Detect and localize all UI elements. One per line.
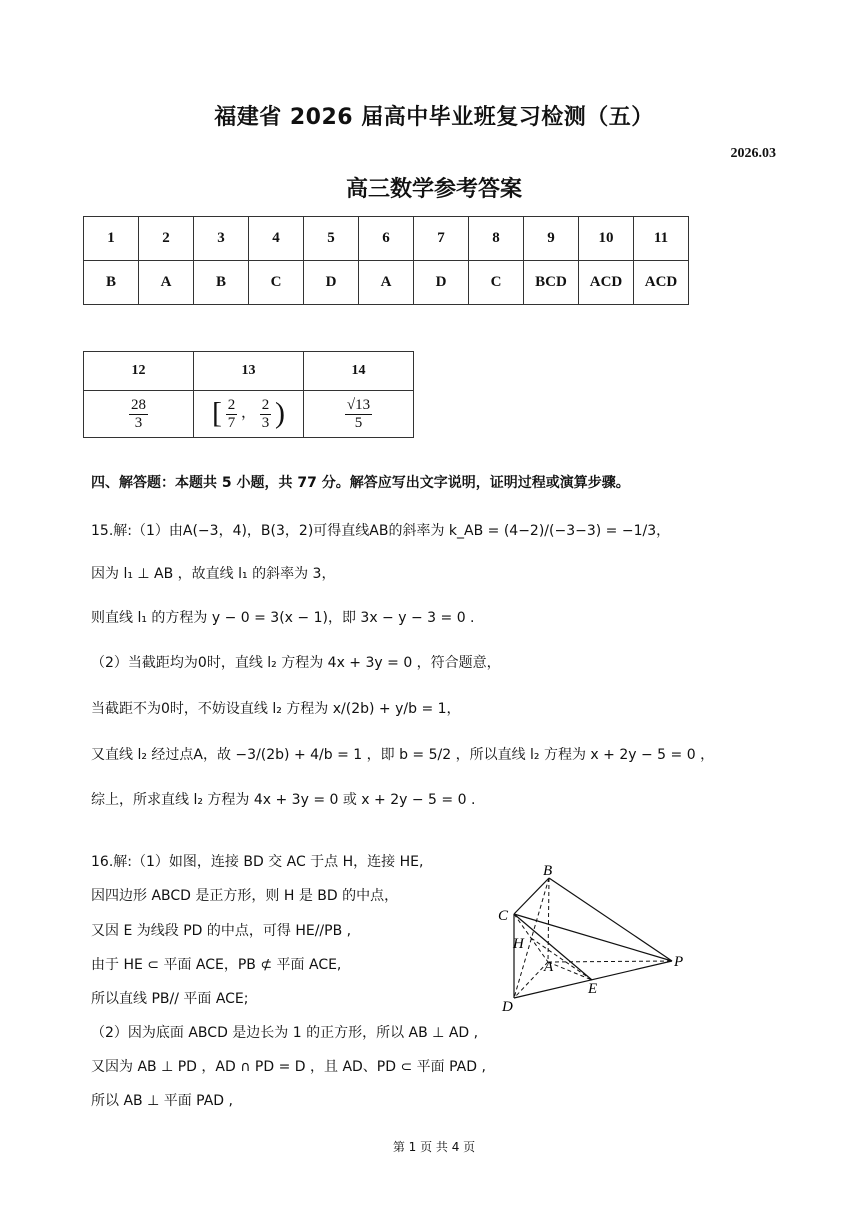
fraction-numerator: √13 — [346, 397, 371, 413]
fraction-numerator: 2 — [261, 397, 270, 413]
section-heading: 四、解答题：本题共 5 小题，共 77 分。解答应写出文字说明，证明过程或演算步骤。 — [91, 475, 630, 491]
question-number: 8 — [469, 217, 524, 261]
solution-line: （2）因为底面 ABCD 是边长为 1 的正方形，所以 AB ⊥ AD , — [91, 1025, 479, 1041]
question-number: 1 — [84, 217, 139, 261]
solution-line: 又直线 l₂ 经过点A，故 −3/(2b) + 4/b = 1 ，即 b = 5/2 ，所以直线 l₂ 方程为 x + 2y − 5 = 0 ， — [91, 747, 715, 763]
solution-line: 16.解:（1）如图，连接 BD 交 AC 于点 H，连接 HE, — [91, 854, 424, 870]
answer-cell: B — [84, 261, 139, 305]
solution-line: 当截距不为0时，不妨设直线 l₂ 方程为 x/(2b) + y/b = 1， — [91, 701, 461, 717]
geometry-figure — [490, 858, 700, 1018]
page-footer: 第 1 页 共 4 页 — [392, 1140, 476, 1154]
answer-cell: D — [414, 261, 469, 305]
question-number: 12 — [84, 352, 194, 391]
solution-line: 又因为 AB ⊥ PD ，AD ∩ PD = D ，且 AD、PD ⊂ 平面 PAD , — [91, 1059, 486, 1075]
answer-cell: D — [304, 261, 359, 305]
label-p: P — [674, 954, 684, 970]
question-number: 10 — [579, 217, 634, 261]
edge-ae — [548, 962, 592, 980]
interval — [211, 397, 285, 431]
fraction-numerator: 28 — [131, 397, 146, 413]
label-h: H — [513, 936, 524, 952]
answer-cell: ACD — [634, 261, 689, 305]
fraction — [260, 397, 272, 431]
question-number: 5 — [304, 217, 359, 261]
fraction-denominator: 5 — [354, 414, 363, 431]
answer-cell: BCD — [524, 261, 579, 305]
answer-cell-13 — [194, 391, 304, 438]
page-subtitle: 高三数学参考答案 — [345, 177, 522, 202]
fraction-denominator: 3 — [134, 414, 143, 431]
fraction-numerator: 2 — [227, 397, 236, 413]
exam-date: 2026.03 — [730, 146, 776, 161]
answer-table-2-answer-row — [84, 391, 414, 438]
solution-line: 15.解:（1）由A(−3，4)，B(3，2)可得直线AB的斜率为 k_AB = (4−2)/(−3−3) = −1/3， — [91, 523, 671, 539]
label-a: A — [544, 959, 554, 975]
solution-line: 因四边形 ABCD 是正方形，则 H 是 BD 的中点， — [91, 888, 399, 904]
answer-table-2-header-row — [84, 352, 414, 391]
edge-ba — [548, 878, 549, 962]
answer-cell: ACD — [579, 261, 634, 305]
solution-line: 所以直线 PB// 平面 ACE; — [91, 991, 249, 1007]
left-bracket: [ — [211, 397, 222, 430]
label-e: E — [588, 981, 598, 997]
question-number: 7 — [414, 217, 469, 261]
fraction — [129, 397, 148, 431]
edge-cp — [514, 914, 672, 961]
answer-cell: B — [194, 261, 249, 305]
edge-bp — [549, 878, 672, 961]
answer-table-1-answer-row — [84, 261, 689, 305]
fraction-denominator: 3 — [261, 414, 270, 431]
answer-table-1-header-row — [84, 217, 689, 261]
edge-he — [531, 938, 592, 980]
solution-line: 因为 l₁ ⊥ AB ，故直线 l₁ 的斜率为 3， — [91, 566, 336, 582]
right-bracket: ) — [275, 397, 285, 430]
fraction — [345, 397, 372, 431]
solution-line: 则直线 l₁ 的方程为 y − 0 = 3(x − 1)，即 3x − y − 3 = 0 . — [91, 610, 475, 626]
question-number: 2 — [139, 217, 194, 261]
answer-cell: A — [139, 261, 194, 305]
solution-line: 又因 E 为线段 PD 的中点，可得 HE//PB , — [91, 923, 352, 939]
question-number: 13 — [194, 352, 304, 391]
fraction — [226, 397, 238, 431]
edge-ap — [548, 961, 672, 962]
label-d: D — [502, 999, 513, 1015]
question-number: 14 — [304, 352, 414, 391]
answer-table-2 — [83, 351, 414, 438]
solution-line: （2）当截距均为0时，直线 l₂ 方程为 4x + 3y = 0 ，符合题意， — [91, 655, 501, 671]
solution-line: 由于 HE ⊂ 平面 ACE，PB ⊄ 平面 ACE, — [91, 957, 342, 973]
question-number: 6 — [359, 217, 414, 261]
label-b: B — [543, 863, 553, 879]
solution-line: 所以 AB ⊥ 平面 PAD , — [91, 1093, 233, 1109]
edge-cb — [514, 878, 549, 914]
interval-separator: ， — [240, 405, 256, 422]
question-number: 11 — [634, 217, 689, 261]
question-number: 3 — [194, 217, 249, 261]
answer-cell-12 — [84, 391, 194, 438]
question-number: 9 — [524, 217, 579, 261]
answer-cell-14 — [304, 391, 414, 438]
answer-table-1 — [83, 216, 689, 305]
fraction-denominator: 7 — [227, 414, 236, 431]
question-number: 4 — [249, 217, 304, 261]
page-title: 福建省 2026 届高中毕业班复习检测（五） — [214, 105, 654, 130]
label-c: C — [498, 908, 509, 924]
answer-cell: A — [359, 261, 414, 305]
solution-line: 综上，所求直线 l₂ 方程为 4x + 3y = 0 或 x + 2y − 5 = 0 . — [91, 792, 476, 808]
answer-cell: C — [249, 261, 304, 305]
answer-cell: C — [469, 261, 524, 305]
